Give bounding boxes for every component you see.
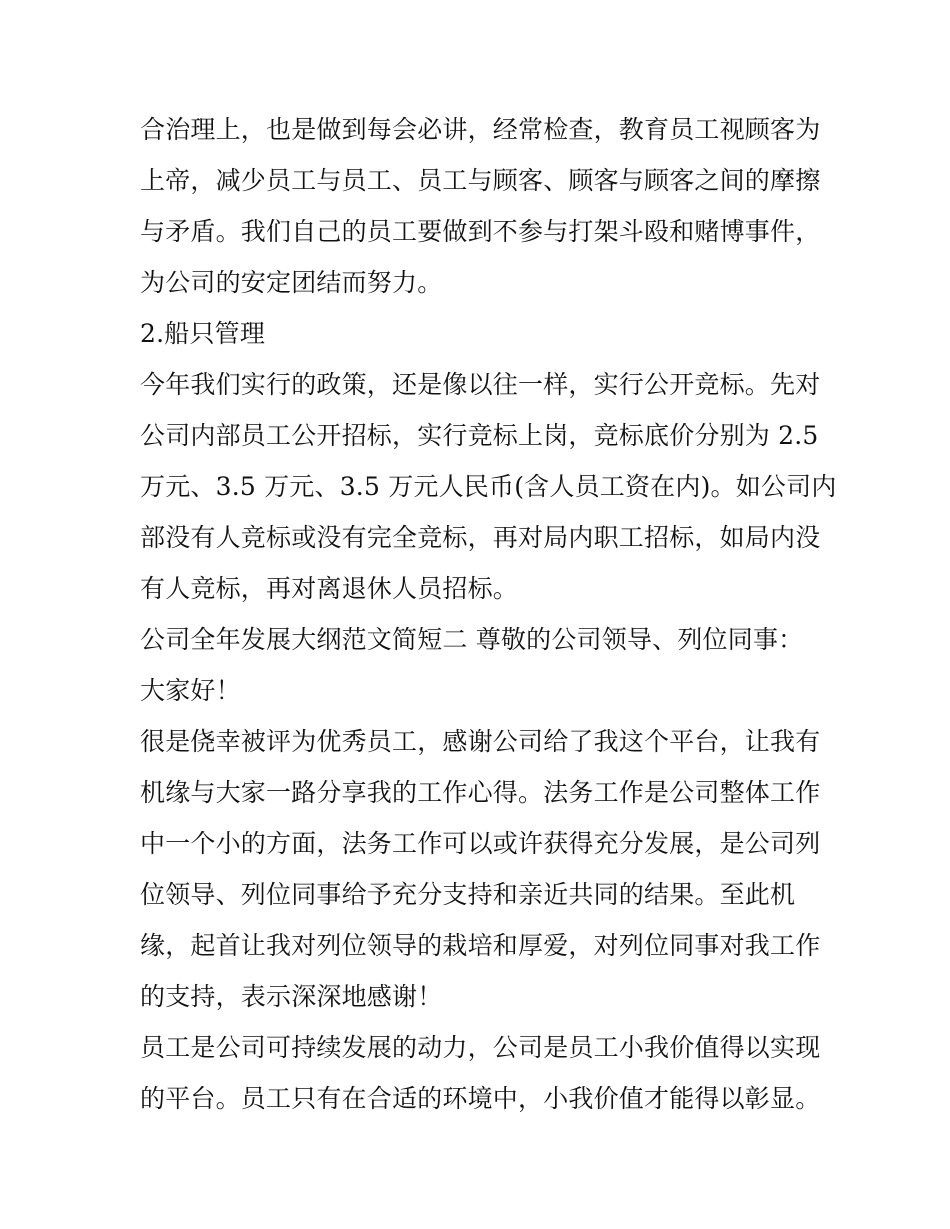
- text-line: 中一个小的方面，法务工作可以或许获得充分发展，是公司列: [140, 829, 821, 858]
- text-line: 公司全年发展大纲范文简短二 尊敬的公司领导、列位同事：: [140, 625, 804, 654]
- greeting-line: 大家好！: [140, 676, 241, 705]
- text-line: 缘，起首让我对列位领导的栽培和厚爱，对列位同事对我工作: [140, 931, 821, 960]
- text-line: 机缘与大家一路分享我的工作心得。法务工作是公司整体工作: [140, 778, 821, 807]
- text-line: 员工是公司可持续发展的动力，公司是员工小我价值得以实现: [140, 1033, 821, 1062]
- text-line: 今年我们实行的政策，还是像以往一样，实行公开竞标。先对: [140, 370, 821, 399]
- text-line: 的平台。员工只有在合适的环境中，小我价值才能得以彰显。: [140, 1084, 821, 1113]
- text-line: 部没有人竞标或没有完全竞标，再对局内职工招标，如局内没: [140, 523, 821, 552]
- text-line: 很是侥幸被评为优秀员工，感谢公司给了我这个平台，让我有: [140, 727, 821, 756]
- text-line: 与矛盾。我们自己的员工要做到不参与打架斗殴和赌博事件，: [140, 217, 821, 246]
- document-body: [140, 104, 837, 1124]
- text-line: 上帝，减少员工与员工、员工与顾客、顾客与顾客之间的摩擦: [140, 166, 821, 195]
- text-line: 合治理上，也是做到每会必讲，经常检查，教育员工视顾客为: [140, 115, 821, 144]
- text-line: 的支持，表示深深地感谢！: [140, 982, 443, 1011]
- text-line: 万元、3.5 万元、3.5 万元人民币(含人员工资在内)。如公司内: [140, 472, 837, 501]
- section-heading: 2.船只管理: [140, 319, 266, 348]
- text-line: 位领导、列位同事给予充分支持和亲近共同的结果。至此机: [140, 880, 796, 909]
- text-line: 为公司的安定团结而努力。: [140, 268, 443, 297]
- text-line: 有人竞标，再对离退休人员招标。: [140, 574, 519, 603]
- text-line: 公司内部员工公开招标，实行竞标上岗，竞标底价分别为 2.5: [140, 421, 819, 450]
